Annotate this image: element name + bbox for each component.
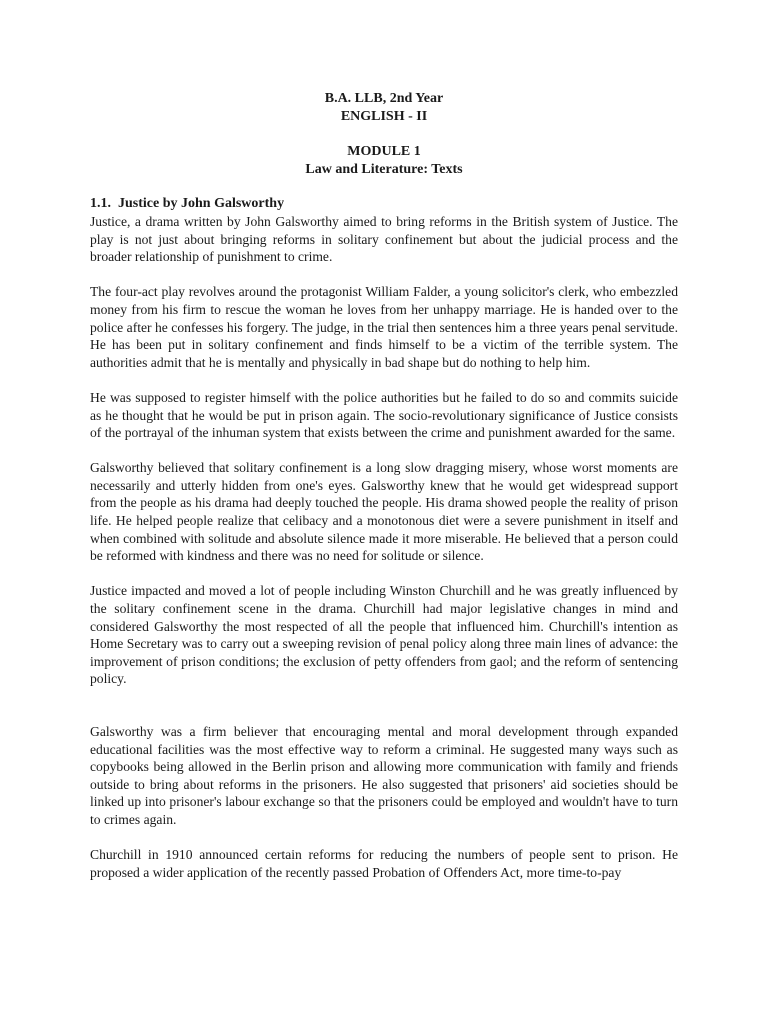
module-title: Law and Literature: Texts: [305, 161, 463, 177]
module-number: MODULE 1: [347, 144, 421, 160]
paragraph: Justice, a drama written by John Galsworthy aimed to bring reforms in the British system of Justice. The play is not just about bringing reforms in solitary confinement but about the judicial process and the broader relationship of punishment to crime.: [90, 213, 678, 265]
document-page: [90, 90, 678, 899]
course-title: B.A. LLB, 2nd Year: [324, 91, 444, 106]
paragraph: Galsworthy was a firm believer that encouraging mental and moral development through expanded educational facilities was the most effective way to reform a criminal. He suggested many ways such as copybooks being allowed in the Berlin prison and allowing more communication with family and friends outside to bring about reforms in the prisoners. He also suggested that prisoners' aid societies should be linked up into prisoner's labour exchange so that the prisoners could be employed and wouldn't have to turn to crimes again.: [90, 724, 678, 827]
paragraph: Justice impacted and moved a lot of people including Winston Churchill and he was greatly influenced by the solitary confinement scene in the drama. Churchill had major legislative changes in mind and considered Galsworthy the most respected of all the people that influenced him. Churchill's intention as Home Secretary was to carry out a sweeping revision of penal policy along three main lines of advance: the improvement of prison conditions; the exclusion of petty offenders from gaol; and the reform of sentencing policy.: [90, 583, 678, 687]
subject-title: ENGLISH - II: [340, 108, 428, 124]
paragraph: Galsworthy believed that solitary confinement is a long slow dragging misery, whose worst moments are necessarily and utterly hidden from one's eyes. Galsworthy knew that he would get widespread support from the people as his drama had deeply touched the people. His drama showed people the reality of prison life. He helped people realize that celibacy and a monotonous diet were a severe punishment in itself and when combined with solitude and absolute silence made it more miserable. He believed that a person could be reformed with kindness and there was no need for solitude or silence.: [90, 460, 678, 564]
section-heading: 1.1. Justice by John Galsworthy: [90, 196, 285, 212]
document-header: [90, 90, 678, 125]
paragraph: He was supposed to register himself with the police authorities but he failed to do so and commits suicide as he thought that he would be put in prison again. The socio-revolutionary significance of Justice consists of the portrayal of the inhuman system that exists between the crime and punishment awarded for the same.: [90, 389, 678, 441]
paragraph: Churchill in 1910 announced certain reforms for reducing the numbers of people sent to prison. He proposed a wider application of the recently passed Probation of Offenders Act, more time-to-pay: [90, 847, 678, 880]
module-header: [90, 143, 678, 178]
paragraph: The four-act play revolves around the protagonist William Falder, a young solicitor's clerk, who embezzled money from his firm to rescue the woman he loves from her unhappy marriage. He is handed over to the police after he confesses his forgery. The judge, in the trial then sentences him a three years penal servitude. He has been put in solitary confinement and finds himself to be a victim of the terrible system. The authorities admit that he is mentally and physically in bad shape but do nothing to help him.: [90, 284, 678, 370]
